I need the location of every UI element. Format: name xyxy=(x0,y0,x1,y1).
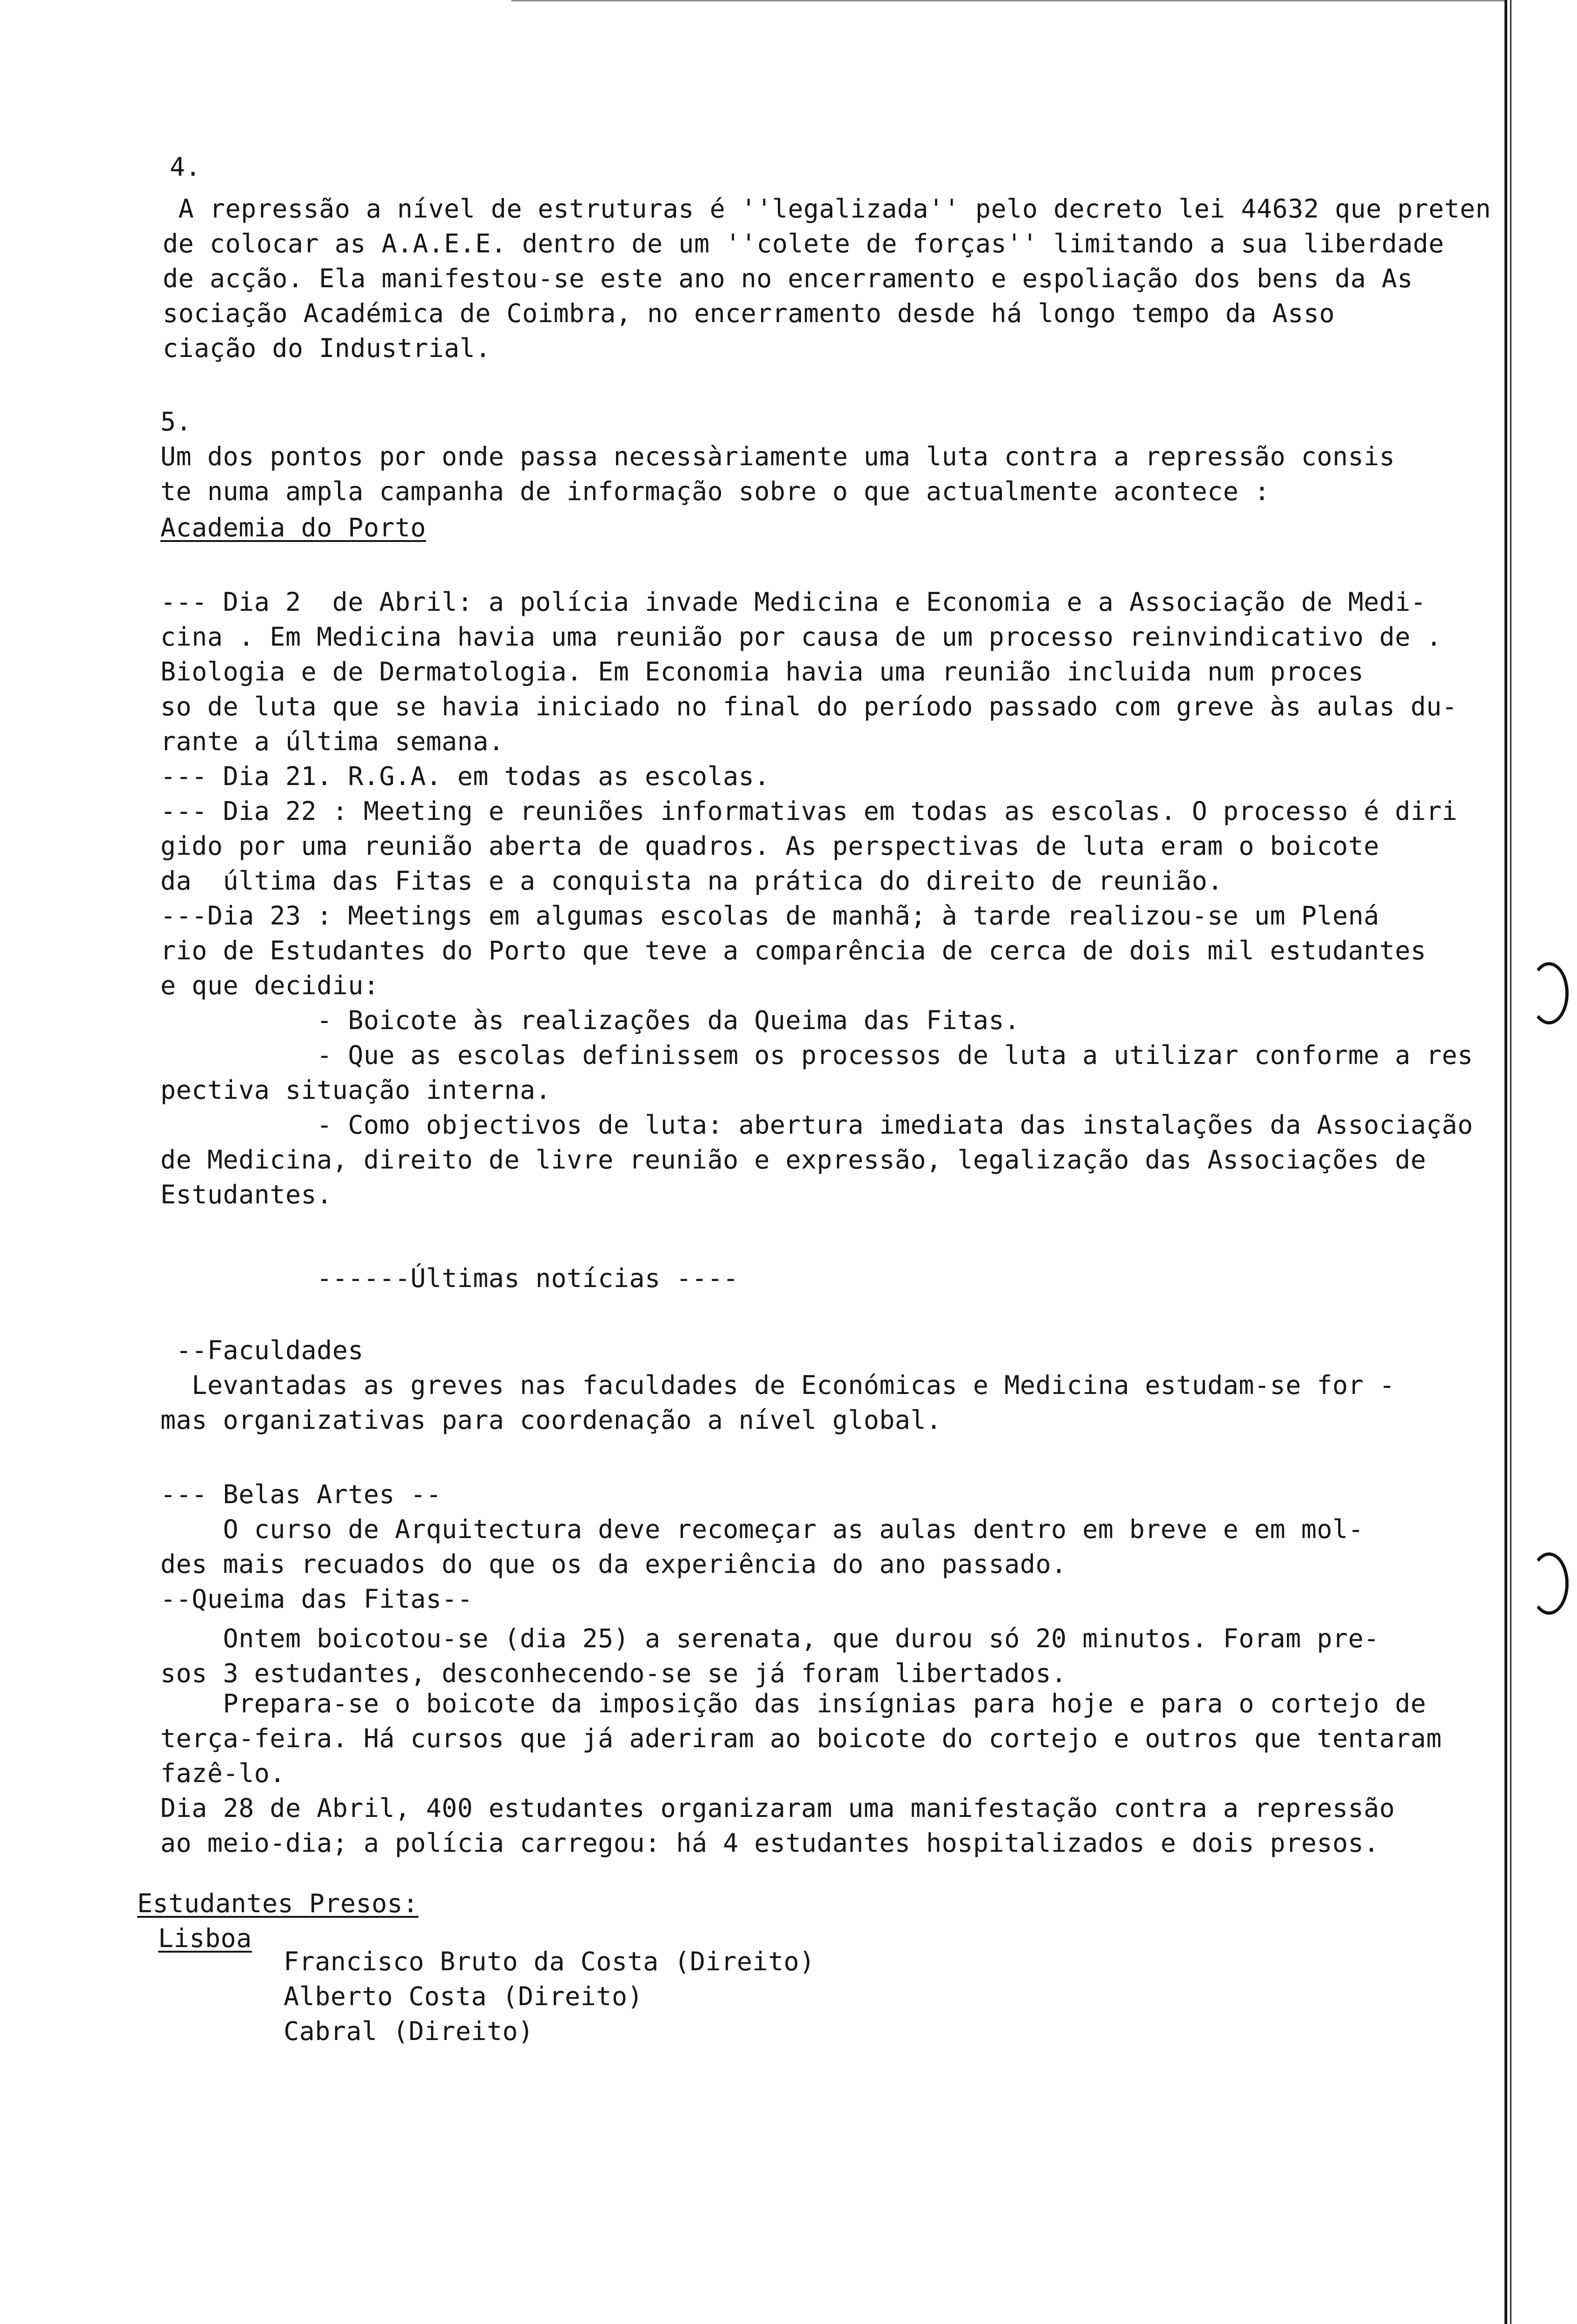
porto-line: de Medicina, direito de livre reunião e expressão, legalização das Associações de xyxy=(160,1145,1426,1175)
punch-hole-lower xyxy=(1530,1552,1569,1615)
section-4-line: sociação Académica de Coimbra, no encerramento desde há longo tempo da Asso xyxy=(163,298,1335,328)
porto-line: so de luta que se havia iniciado no final do período passado com greve às aulas du- xyxy=(160,692,1458,721)
section-5-line: Um dos pontos por onde passa necessàriamente uma luta contra a repressão consis xyxy=(160,442,1395,471)
queima-line: ao meio-dia; a polícia carregou: há 4 estudantes hospitalizados e dois presos. xyxy=(160,1828,1379,1858)
queima-line: sos 3 estudantes, desconhecendo-se se já foram libertados. xyxy=(160,1658,1067,1688)
porto-line: - Boicote às realizações da Queima das Fitas. xyxy=(160,1005,1020,1035)
preso-name: Francisco Bruto da Costa (Direito) xyxy=(284,1947,815,1976)
queima-line: Ontem boicotou-se (dia 25) a serenata, que durou só 20 minutos. Foram pre- xyxy=(160,1624,1379,1653)
porto-line: --- Dia 2 de Abril: a polícia invade Medicina e Economia e a Associação de Medi- xyxy=(160,587,1426,617)
porto-line: Biologia e de Dermatologia. Em Economia havia uma reunião incluida num proces xyxy=(160,657,1364,687)
queima-heading: --Queima das Fitas-- xyxy=(160,1584,473,1614)
porto-line: - Que as escolas definissem os processos de luta a utilizar conforme a res xyxy=(160,1040,1473,1070)
queima-line: Dia 28 de Abril, 400 estudantes organizaram uma manifestação contra a repressão xyxy=(160,1793,1395,1823)
section-4-number: 4. xyxy=(170,152,201,182)
scan-edge-right-outer xyxy=(1510,0,1511,2324)
section-5-number: 5. xyxy=(160,407,192,436)
faculdades-line: mas organizativas para coordenação a nível global. xyxy=(160,1405,942,1435)
porto-line: ---Dia 23 : Meetings em algumas escolas de manhã; à tarde realizou-se um Plená xyxy=(160,901,1379,931)
queima-line: terça-feira. Há cursos que já aderiram ao boicote do cortejo e outros que tentaram xyxy=(160,1723,1442,1753)
news-heading: ------Últimas notícias ---- xyxy=(160,1263,739,1293)
section-4-line: A repressão a nível de estruturas é ''legalizada'' pelo decreto lei 44632 que preten xyxy=(163,194,1491,224)
porto-line: --- Dia 22 : Meeting e reuniões informativas em todas as escolas. O processo é diri xyxy=(160,796,1458,826)
faculdades-line: Levantadas as greves nas faculdades de Económicas e Medicina estudam-se for - xyxy=(160,1370,1395,1400)
porto-line: - Como objectivos de luta: abertura imediata das instalações da Associação xyxy=(160,1110,1473,1140)
porto-line: rante a última semana. xyxy=(160,726,504,756)
porto-line: gido por uma reunião aberta de quadros. As perspectivas de luta eram o boicote xyxy=(160,831,1379,861)
belas-artes-heading: --- Belas Artes -- xyxy=(160,1479,442,1509)
scan-edge-right xyxy=(1504,0,1507,2324)
preso-name: Alberto Costa (Direito) xyxy=(284,1981,643,2011)
section-4-line: de colocar as A.A.E.E. dentro de um ''colete de forças'' limitando a sua liberdade xyxy=(163,229,1444,258)
faculdades-heading: --Faculdades xyxy=(160,1335,364,1365)
porto-line: rio de Estudantes do Porto que teve a comparência de cerca de dois mil estudantes xyxy=(160,936,1426,965)
scan-edge-top xyxy=(511,0,1506,1)
porto-line: pectiva situação interna. xyxy=(160,1075,551,1105)
belas-artes-line: des mais recuados do que os da experiência do ano passado. xyxy=(160,1549,1067,1579)
presos-city: Lisboa xyxy=(158,1923,252,1953)
queima-line: Prepara-se o boicote da imposição das insígnias para hoje e para o cortejo de xyxy=(160,1689,1426,1718)
section-4-line: ciação do Industrial. xyxy=(163,333,491,363)
porto-line: Estudantes. xyxy=(160,1180,332,1209)
preso-name: Cabral (Direito) xyxy=(284,2016,534,2046)
queima-line: fazê-lo. xyxy=(160,1758,285,1788)
academia-porto-heading: Academia do Porto xyxy=(160,513,426,542)
section-5-line: te numa ampla campanha de informação sobre o que actualmente acontece : xyxy=(160,476,1270,506)
porto-line: e que decidiu: xyxy=(160,971,379,1000)
porto-line: da última das Fitas e a conquista na prática do direito de reunião. xyxy=(160,866,1223,896)
belas-artes-line: O curso de Arquitectura deve recomeçar as aulas dentro em breve e em mol- xyxy=(160,1514,1364,1544)
porto-line: --- Dia 21. R.G.A. em todas as escolas. xyxy=(160,761,770,791)
punch-hole-upper xyxy=(1530,962,1569,1024)
presos-heading: Estudantes Presos: xyxy=(137,1888,419,1918)
section-4-line: de acção. Ela manifestou-se este ano no encerramento e espoliação dos bens da As xyxy=(163,264,1413,293)
porto-line: cina . Em Medicina havia uma reunião por causa de um processo reinvindicativo de . xyxy=(160,622,1442,652)
